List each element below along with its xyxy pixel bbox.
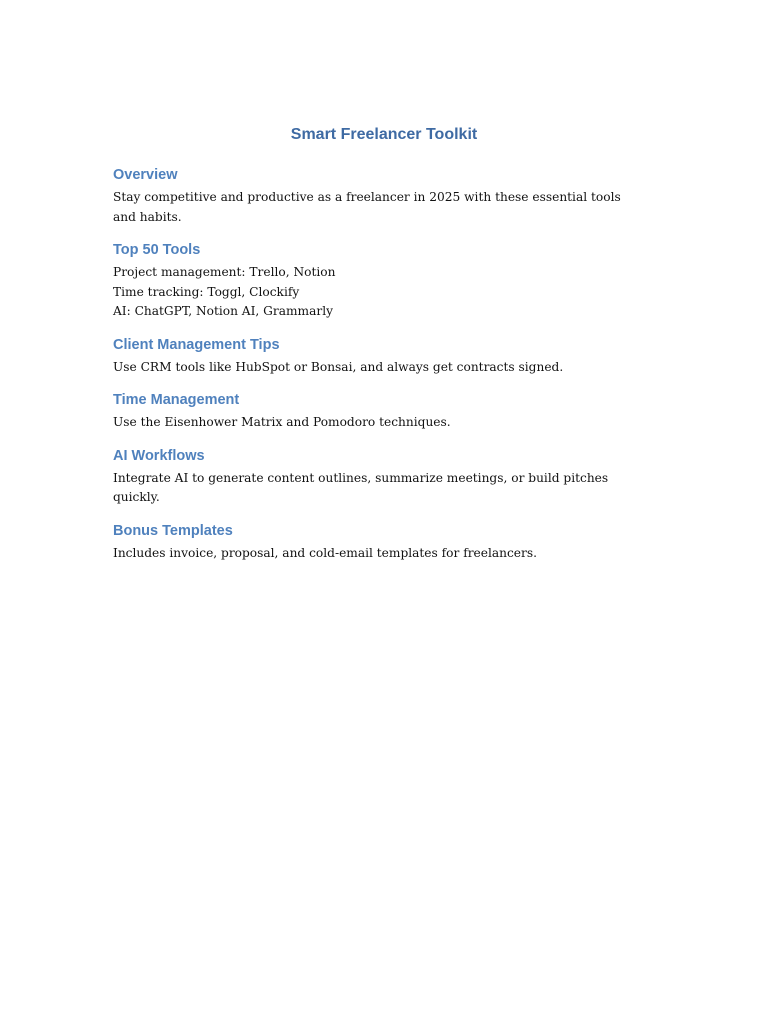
- section-heading: Top 50 Tools: [113, 242, 201, 258]
- section-time-management: [113, 390, 643, 433]
- section-heading: Client Management Tips: [113, 336, 280, 353]
- section-heading: AI Workflows: [113, 447, 205, 464]
- body-line: AI: ChatGPT, Notion AI, Grammarly: [113, 304, 333, 318]
- section-top-tools: [113, 240, 643, 322]
- section-heading: Time Management: [113, 392, 240, 408]
- section-client-management: [113, 335, 643, 378]
- section-body: [113, 188, 643, 227]
- body-line: Includes invoice, proposal, and cold-email templates for freelancers.: [113, 545, 537, 560]
- document-title: Smart Freelancer Toolkit: [290, 126, 478, 143]
- section-bonus-templates: [113, 521, 643, 564]
- section-heading: Overview: [113, 167, 178, 183]
- document-page: [113, 124, 643, 576]
- section-body: [113, 263, 643, 322]
- body-line: Time tracking: Toggl, Clockify: [113, 284, 300, 299]
- section-ai-workflows: [113, 446, 643, 508]
- section-body: [113, 469, 643, 508]
- body-line: Stay competitive and productive as a freelancer in 2025 with these essential tools and habits.: [113, 190, 621, 224]
- section-overview: [113, 165, 643, 227]
- section-heading: Bonus Templates: [113, 522, 233, 539]
- body-line: Use CRM tools like HubSpot or Bonsai, and always get contracts signed.: [113, 359, 564, 374]
- body-line: Use the Eisenhower Matrix and Pomodoro techniques.: [113, 415, 451, 429]
- section-body: [113, 544, 643, 564]
- section-body: [113, 358, 643, 378]
- section-body: [113, 413, 643, 433]
- body-line: Integrate AI to generate content outlines, summarize meetings, or build pitches quickly.: [113, 470, 609, 504]
- body-line: Project management: Trello, Notion: [113, 265, 336, 279]
